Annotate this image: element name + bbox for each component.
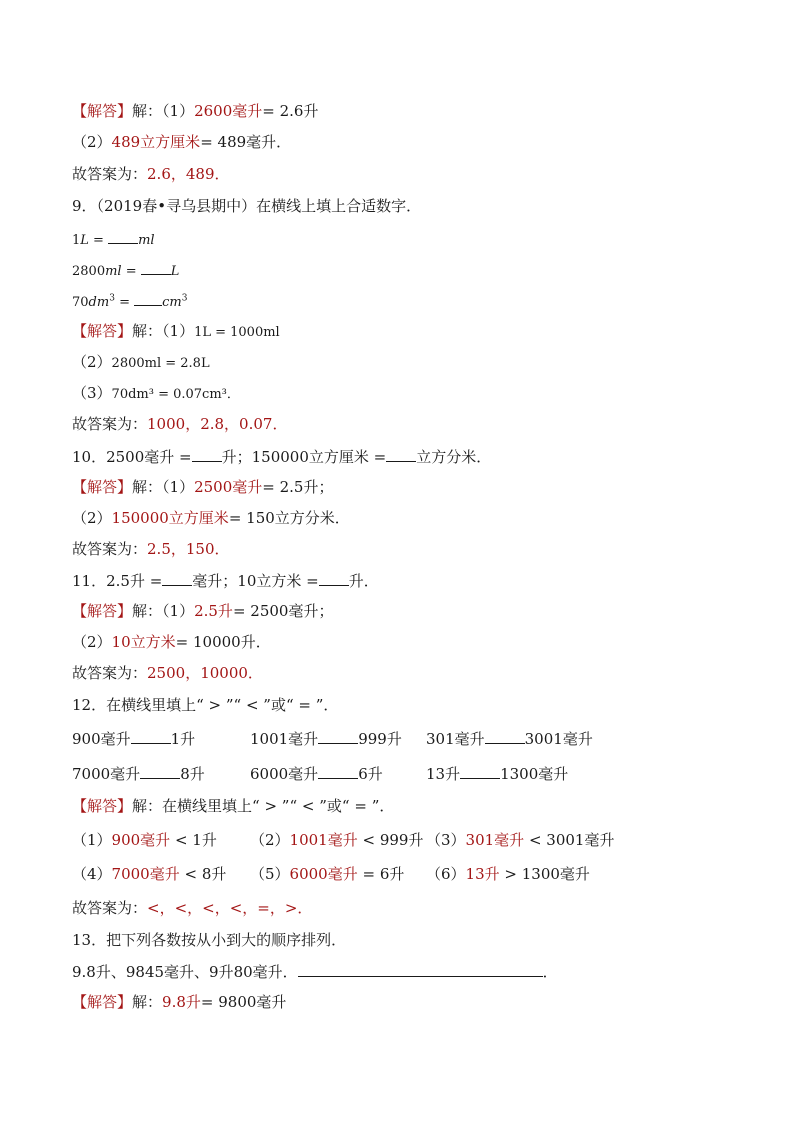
q12-answer-3: （3）301毫升 < 3001毫升 (426, 831, 615, 849)
q9-blank-1[interactable] (108, 228, 138, 244)
q11-title: 11．2.5升 = 毫升；10立方米 = 升． (72, 572, 379, 590)
q13-title: 13．把下列各数按从小到大的顺序排列． (72, 931, 347, 949)
q12-blank-1[interactable] (131, 728, 171, 744)
q12-answer-5: （5）6000毫升 = 6升 (250, 865, 405, 883)
q12-item-6: 13升 1300毫升 (426, 765, 569, 783)
q13-answer-line-1: 【解答】解：9.8升= 9800毫升 (72, 993, 287, 1011)
q12-blank-4[interactable] (140, 763, 180, 779)
q11-answer-line-1: 【解答】解：（1）2.5升= 2500毫升； (72, 602, 334, 620)
q12-blank-3[interactable] (485, 728, 525, 744)
q13-blank[interactable] (298, 961, 543, 977)
q11-blank-2[interactable] (319, 570, 349, 586)
q8-answer-line-2: （2）489立方厘米= 489毫升． (72, 133, 292, 151)
q12-blank-2[interactable] (318, 728, 358, 744)
q12-answer-intro: 【解答】解：在横线里填上“ > ”“ < ”或“ = ”． (72, 797, 395, 815)
q12-answer-2: （2）1001毫升 < 999升 (250, 831, 424, 849)
q12-item-1: 900毫升 1升 (72, 730, 196, 748)
q12-answer-6: （6）13升 > 1300毫升 (426, 865, 590, 883)
q13-question-line: 9.8升、9845毫升、9升80毫升． ． (72, 963, 558, 981)
q9-line-1: 1L = ml (72, 228, 155, 251)
q9-final-answer: 故答案为：1000，2.8，0.07． (72, 415, 288, 433)
q12-blank-5[interactable] (318, 763, 358, 779)
q12-answer-4: （4）7000毫升 < 8升 (72, 865, 227, 883)
q12-item-4: 7000毫升 8升 (72, 765, 205, 783)
q9-answer-line-2: （2）2800ml = 2.8L (72, 353, 210, 371)
q8-answer-line-1: 【解答】解：（1）2600毫升= 2.6升 (72, 102, 319, 120)
q12-item-2: 1001毫升 999升 (250, 730, 402, 748)
q9-answer-line-3: （3）70dm³ = 0.07cm³． (72, 384, 240, 402)
q12-item-3: 301毫升 3001毫升 (426, 730, 593, 748)
q12-title: 12．在横线里填上“ > ”“ < ”或“ = ”． (72, 696, 339, 714)
q10-blank-1[interactable] (192, 446, 222, 462)
q8-final-answer: 故答案为：2.6，489． (72, 165, 230, 183)
q11-blank-1[interactable] (162, 570, 192, 586)
q9-title: 9．（2019春•寻乌县期中）在横线上填上合适数字． (72, 197, 422, 215)
q11-final-answer: 故答案为：2500，10000． (72, 664, 263, 682)
q10-title: 10．2500毫升 = 升；150000立方厘米 = 立方分米． (72, 448, 492, 466)
q10-answer-line-2: （2）150000立方厘米= 150立方分米． (72, 509, 350, 527)
q9-answer-line-1: 【解答】解：（1）1L = 1000ml (72, 322, 280, 340)
q9-line-3: $70dm^3 = cm^3$ (72, 290, 187, 313)
q10-blank-2[interactable] (386, 446, 416, 462)
q12-blank-6[interactable] (460, 763, 500, 779)
q12-final-answer: 故答案为：<，<，<，<，=，>． (72, 899, 313, 917)
q11-answer-line-2: （2）10立方米= 10000升． (72, 633, 271, 651)
q10-answer-line-1: 【解答】解：（1）2500毫升= 2.5升； (72, 478, 334, 496)
q12-item-5: 6000毫升 6升 (250, 765, 383, 783)
answer-tag: 【解答】 (72, 102, 133, 120)
q10-final-answer: 故答案为：2.5，150． (72, 540, 230, 558)
q9-blank-2[interactable] (141, 259, 171, 275)
q9-blank-3[interactable] (134, 290, 162, 306)
q12-answer-1: （1）900毫升 < 1升 (72, 831, 217, 849)
q9-line-2: 2800ml = L (72, 259, 179, 282)
